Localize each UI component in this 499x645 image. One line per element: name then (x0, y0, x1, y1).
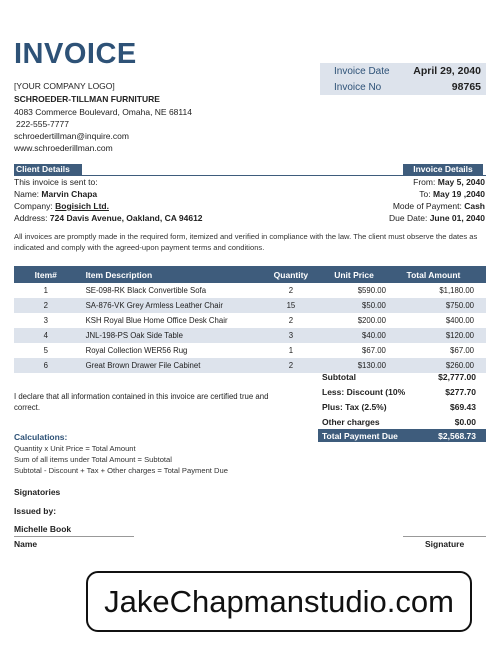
client-name: Name: Marvin Chapa (14, 189, 98, 199)
discount-value: $277.70 (445, 387, 476, 397)
divider (14, 175, 486, 176)
client-details-heading: Client Details (14, 164, 82, 175)
table-row (14, 298, 486, 313)
cell-total: $120.00 (392, 328, 486, 343)
cell-total: $1,180.00 (439, 286, 474, 295)
total-due-label: Total Payment Due (322, 431, 398, 441)
sent-to-text: This invoice is sent to: (14, 177, 98, 187)
cell-item: 5 (43, 346, 48, 355)
cell-desc: SA-876-VK Grey Armless Leather Chair (78, 298, 261, 313)
cell-price: $130.00 (321, 358, 392, 373)
invoice-details-heading: Invoice Details (403, 164, 483, 175)
subtotal-value: $2,777.00 (438, 372, 476, 382)
cell-desc: Great Brown Drawer File Cabinet (78, 358, 261, 373)
other-charges-label: Other charges (322, 417, 380, 427)
invoice-title: INVOICE (14, 38, 137, 70)
company-name: SCHROEDER-TILLMAN FURNITURE (14, 94, 160, 104)
cell-item: 4 (14, 328, 78, 343)
period-to: To: May 19 ,2040 (419, 189, 485, 199)
cell-desc: SE-098-RK Black Convertible Sofa (85, 286, 207, 295)
calculations-heading: Calculations: (14, 432, 68, 442)
company-website: www.schroederillman.com (14, 143, 113, 153)
calc-line: Sum of all items under Total Amount = Subtotal (14, 455, 172, 464)
cell-total: $67.00 (450, 346, 474, 355)
cell-total: $750.00 (392, 298, 486, 313)
period-from: From: May 5, 2040 (413, 177, 485, 187)
col-description: Item Description (78, 266, 261, 283)
cell-qty: 15 (261, 298, 322, 313)
cell-item: 1 (43, 286, 48, 295)
company-email: schroedertillman@inquire.com (14, 131, 129, 141)
signature-label: Signature (425, 539, 465, 549)
discount-label: Less: Discount (10% (322, 387, 406, 397)
cell-desc: Royal Collection WER56 Rug (85, 346, 188, 355)
declaration-text: I declare that all information contained in this invoice are certified true and correct. (14, 392, 269, 412)
issued-by-label: Issued by: (14, 506, 57, 516)
cell-price: $590.00 (357, 286, 386, 295)
subtotal-label: Subtotal (322, 372, 356, 382)
cell-price: $50.00 (321, 298, 392, 313)
table-row (14, 358, 486, 373)
invoice-date-value: April 29, 2040 (413, 65, 481, 77)
cell-qty: 3 (261, 328, 322, 343)
cell-price: $67.00 (362, 346, 386, 355)
watermark-text: JakeChapmanstudio.com (104, 584, 454, 619)
table-row (14, 343, 486, 358)
name-label: Name (14, 539, 38, 549)
cell-item: 2 (14, 298, 78, 313)
total-due-value: $2,568.73 (438, 431, 476, 441)
logo-placeholder: [YOUR COMPANY LOGO] (14, 81, 115, 91)
invoice-no-label: Invoice No (334, 82, 382, 93)
col-item: Item# (14, 266, 78, 283)
compliance-notice: All invoices are promptly made in the required form, itemized and verified in compliance with the law. The client must observe the dates as indicated and comply with the agreed-upon payment terms and conditions. (14, 232, 478, 252)
cell-qty: 2 (288, 316, 294, 325)
client-company: Company: Bogisich Ltd. (14, 201, 109, 211)
invoice-date-label: Invoice Date (334, 66, 390, 77)
cell-price: $40.00 (321, 328, 392, 343)
tax-value: $69.43 (450, 402, 476, 412)
cell-qty: 2 (288, 286, 294, 295)
cell-qty: 1 (288, 346, 294, 355)
company-address: 4083 Commerce Boulevard, Omaha, NE 68114 (14, 107, 192, 117)
tax-label: Plus: Tax (2.5%) (322, 402, 387, 412)
client-address: Address: 724 Davis Avenue, Oakland, CA 94612 (14, 213, 203, 223)
table-header (14, 266, 486, 283)
calc-line: Subtotal - Discount + Tax + Other charges = Total Payment Due (14, 466, 228, 475)
payment-mode: Mode of Payment: Cash (392, 201, 485, 211)
calc-line: Quantity x Unit Price = Total Amount (14, 444, 136, 453)
name-line (14, 536, 134, 537)
cell-total: $260.00 (392, 358, 486, 373)
company-phone: 222-555-7777 (16, 119, 69, 129)
cell-item: 6 (14, 358, 78, 373)
signature-line (403, 536, 486, 537)
items-table (14, 266, 486, 373)
table-row (14, 328, 486, 343)
other-charges-value: $0.00 (454, 417, 476, 427)
cell-item: 3 (43, 316, 48, 325)
signatories-heading: Signatories (14, 487, 61, 497)
cell-qty: 2 (261, 358, 322, 373)
table-row (14, 313, 486, 328)
invoice-no-value: 98765 (451, 81, 481, 93)
signer-name: Michelle Book (14, 524, 72, 534)
cell-total: $400.00 (445, 316, 474, 325)
cell-desc: JNL-198-PS Oak Side Table (78, 328, 261, 343)
cell-desc: KSH Royal Blue Home Office Desk Chair (85, 316, 228, 325)
cell-price: $200.00 (357, 316, 386, 325)
col-quantity: Quantity (261, 266, 322, 283)
table-row (14, 283, 486, 298)
col-unit-price: Unit Price (321, 266, 392, 283)
due-date: Due Date: June 01, 2040 (389, 213, 485, 223)
col-total: Total Amount (392, 266, 486, 283)
